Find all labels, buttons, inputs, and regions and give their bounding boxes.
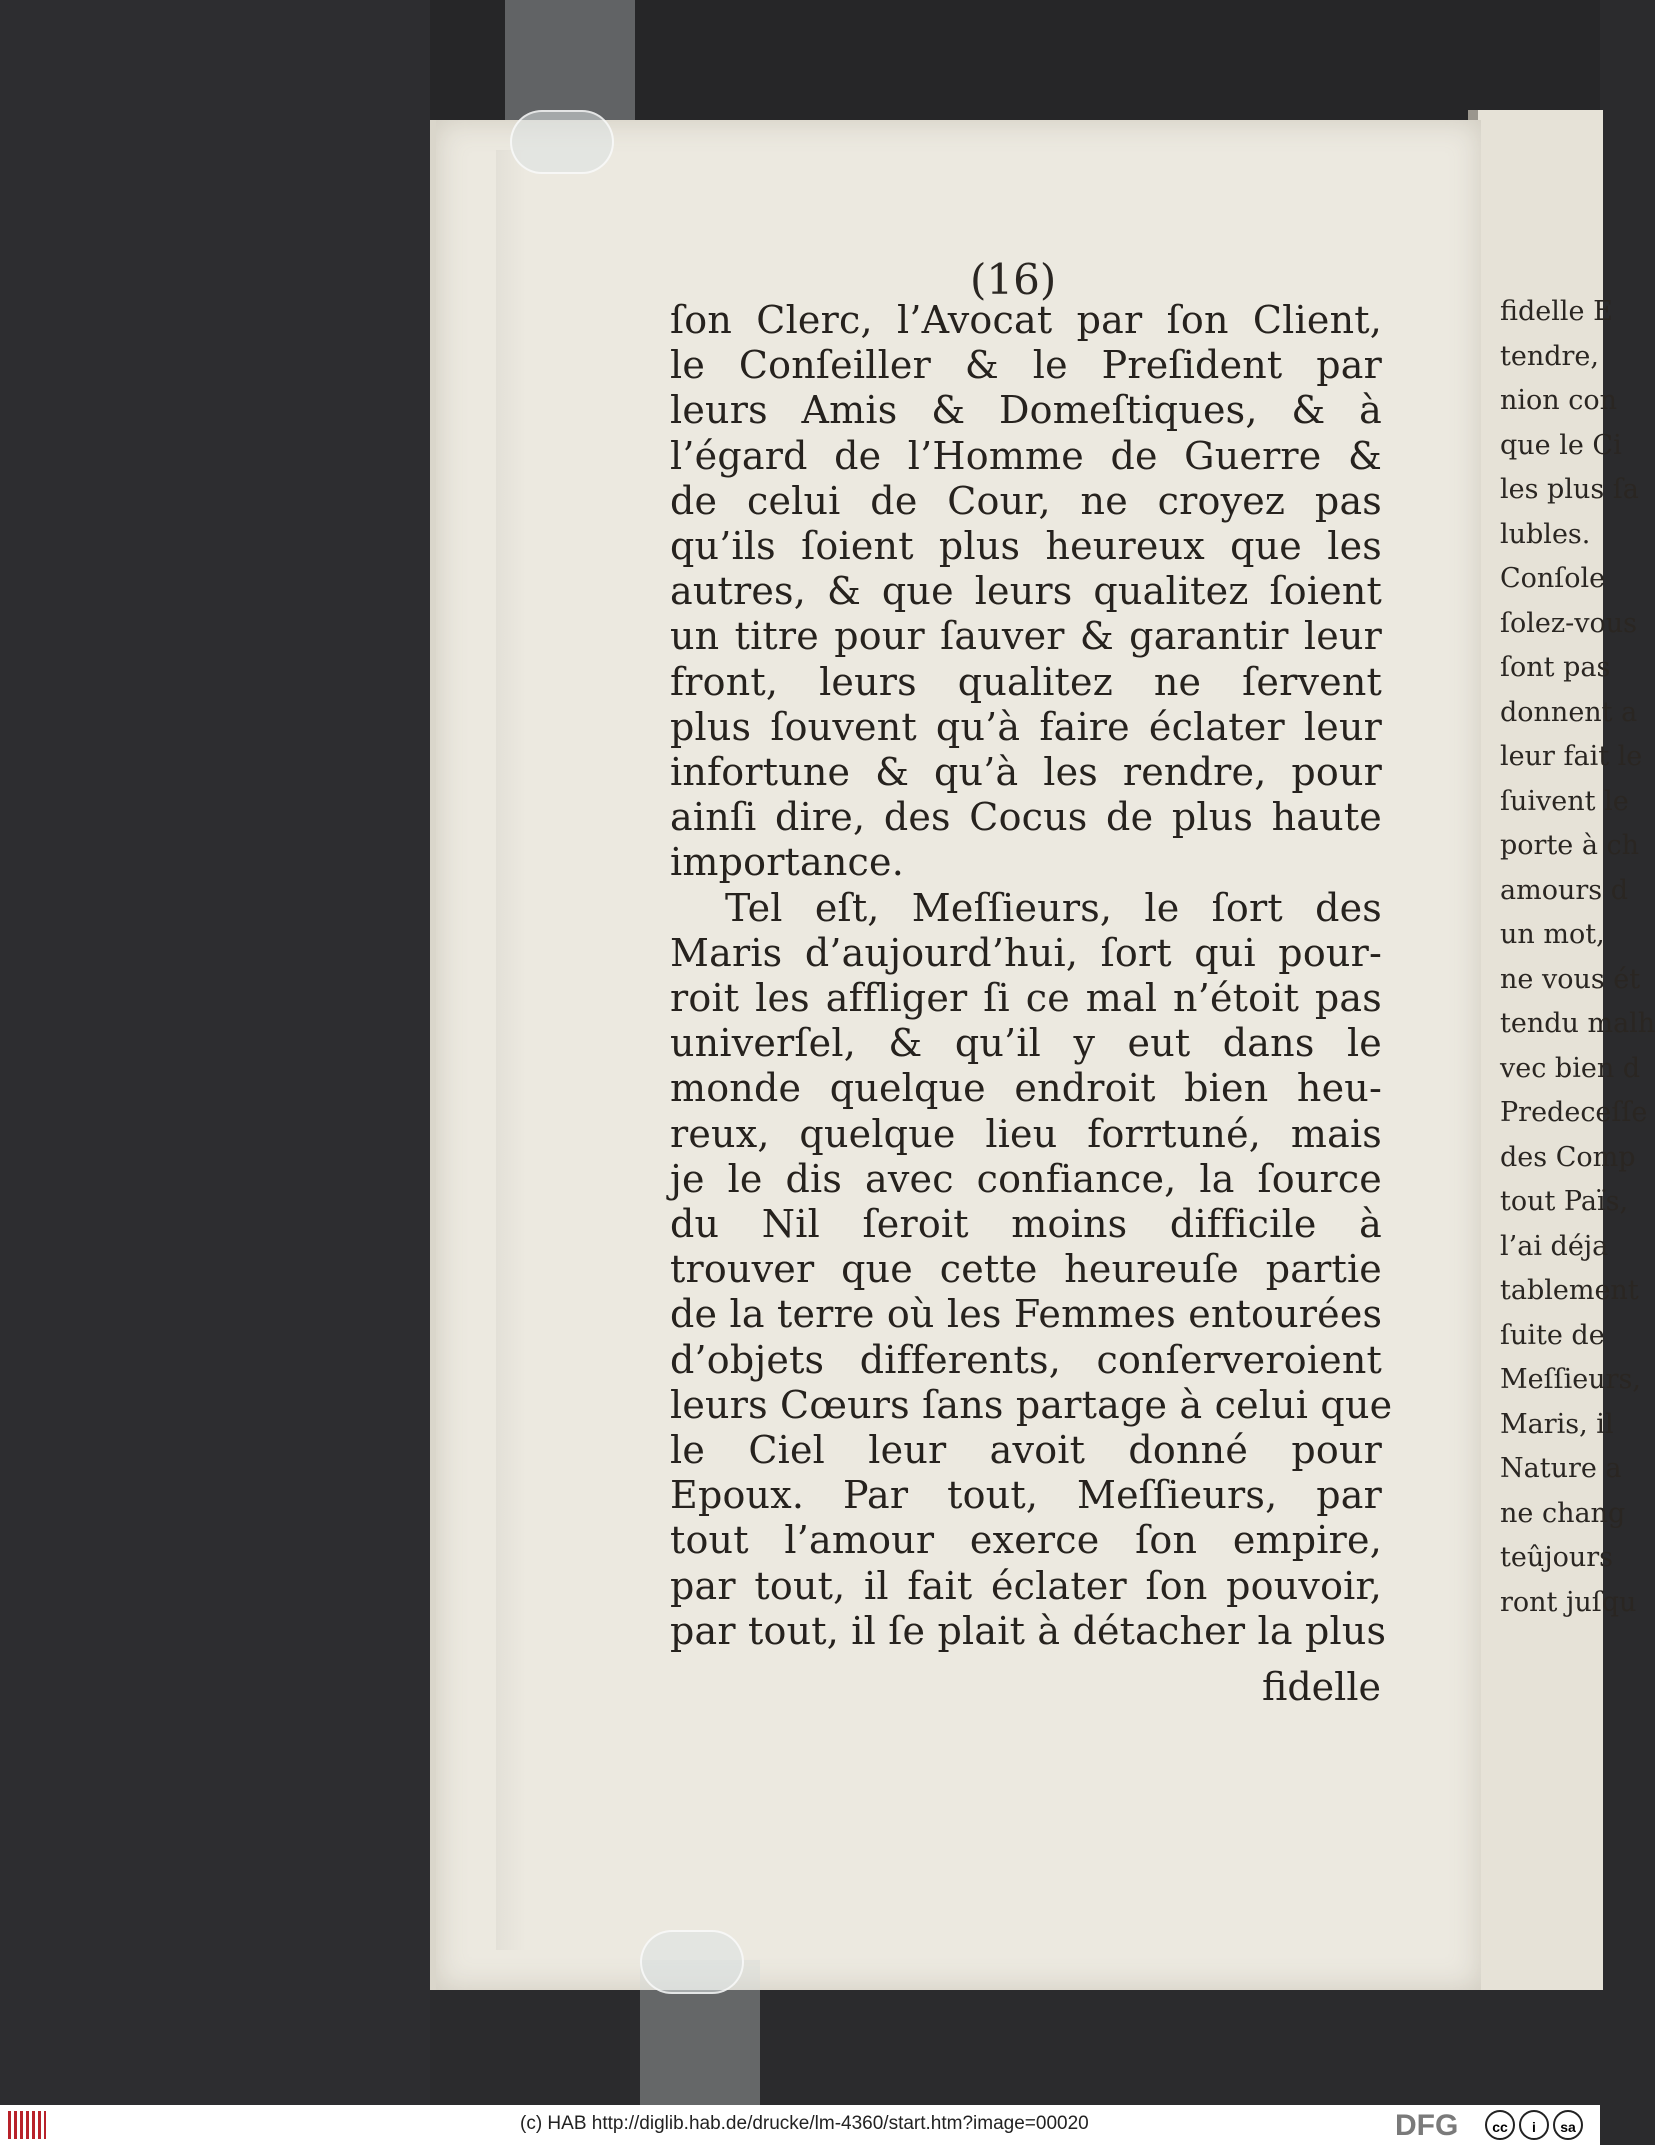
facing-page-text [1500,290,1655,1625]
cc-license-icons[interactable] [1485,2109,1595,2141]
text-line: infortune & qu’à les rendre, pour [670,750,1382,795]
text-line: par tout, il fait éclater ſon pouvoir, [670,1563,1382,1608]
footer-bar [0,2105,1600,2145]
facing-line: nion con [1500,385,1618,416]
facing-line: l’ai déja [1500,1230,1609,1262]
text-line: monde quelque endroit bien heu- [670,1066,1382,1111]
text-line: d’objets differents, conſerveroient [670,1337,1382,1382]
text-line: roit les affliger ſi ce mal n’étoit pas [670,976,1382,1021]
text-line: le Conſeiller & le Preſident par [670,343,1382,388]
text-line: plus ſouvent qu’à faire éclater leur [670,704,1382,749]
facing-line: tout Païs, [1500,1186,1629,1217]
attribution-icon: i [1519,2110,1549,2140]
facing-line: porte à ch [1500,830,1640,861]
text-line: univerſel, & qu’il y eut dans le [670,1021,1382,1066]
clip-bottom-end [640,1930,744,1994]
facing-line: leur fait le [1500,741,1643,772]
facing-line: ront juſqu [1500,1586,1637,1618]
facing-line: Nature a [1500,1453,1622,1484]
facing-line: ſolez-vous [1500,607,1637,639]
text-line: le Ciel leur avoit donné pour [670,1428,1382,1473]
text-line: je le dis avec confiance, la ſource [670,1156,1382,1201]
facing-line: tablement [1500,1275,1639,1306]
facing-line: ne chang [1500,1497,1626,1529]
text-line: leurs Amis & Domeſtiques, & à [670,388,1382,433]
text-line: ainſi dire, des Cocus de plus haute [670,795,1382,840]
text-line: leurs Cœurs ſans partage à celui que [670,1382,1393,1427]
facing-line: amours d [1500,874,1628,906]
facing-line: Conſole [1500,563,1606,594]
text-line: tout l’amour exerce ſon empire, [670,1518,1382,1563]
clip-top-end [510,110,614,174]
facing-line: Maris, il [1500,1408,1614,1440]
facing-line: lubles. [1500,518,1591,550]
text-line: du Nil ſeroit moins difficile à [670,1202,1382,1247]
text-line: un titre pour ſauver & garantir leur [670,614,1382,659]
copyright-link[interactable]: (c) HAB http://diglib.hab.de/drucke/lm-4360/start.htm?image=00020 [520,2113,1089,2134]
catchword: fidelle [1262,1665,1381,1709]
facing-line: les plus ſa [1500,474,1639,505]
hab-logo-icon [8,2111,46,2139]
facing-line: tendre, [1500,340,1599,372]
share-alike-icon: sa [1553,2110,1583,2140]
facing-line: fidelle E [1500,296,1613,327]
text-line: trouver que cette heureuſe partie [670,1247,1382,1292]
page-body-text [670,298,1393,1654]
facing-line: que le Ci [1500,429,1622,461]
text-line: autres, & que leurs qualitez ſoient [670,569,1382,614]
text-line: de celui de Cour, ne croyez pas [670,478,1382,523]
facing-line: vec bien d [1500,1052,1641,1084]
facing-line: un mot, [1500,919,1605,950]
cc-icon: cc [1485,2110,1515,2140]
facing-line: donnent a [1500,696,1638,728]
text-line: Epoux. Par tout, Meſſieurs, par [670,1473,1382,1518]
text-line: reux, quelque lieu forrtuné, mais [670,1111,1382,1156]
text-line: Maris d’aujourd’hui, ſort qui pour- [670,930,1382,975]
page-number: (16) [970,255,1057,304]
facing-line: ne vous ét [1500,963,1641,995]
text-line: importance. [670,840,905,885]
facing-line: ſont pas [1500,652,1611,683]
text-line: Tel eſt, Meſſieurs, le ſort des [725,885,1382,930]
text-line: front, leurs qualitez ne ſervent [670,659,1382,704]
text-line: l’égard de l’Homme de Guerre & [670,433,1382,478]
facing-line: ſuivent le [1500,785,1629,817]
text-line: ſon Clerc, l’Avocat par ſon Client, [670,298,1382,342]
text-line: de la terre où les Femmes entourées [670,1292,1383,1337]
facing-line: Predeceſſe [1500,1097,1648,1128]
background-left [0,0,430,2105]
page-clip-top [505,0,635,120]
dfg-logo: DFG [1395,2109,1459,2142]
facing-line: tendu malh [1500,1008,1655,1039]
facing-line: ſuite de [1500,1319,1605,1351]
text-line: qu’ils ſoient plus heureux que les [670,524,1382,569]
facing-line: Meſſieurs, [1500,1364,1641,1395]
facing-line: des Comp [1500,1141,1636,1173]
text-line: par tout, il ſe plait à détacher la plus [670,1608,1387,1653]
facing-line: teûjours [1500,1542,1613,1573]
